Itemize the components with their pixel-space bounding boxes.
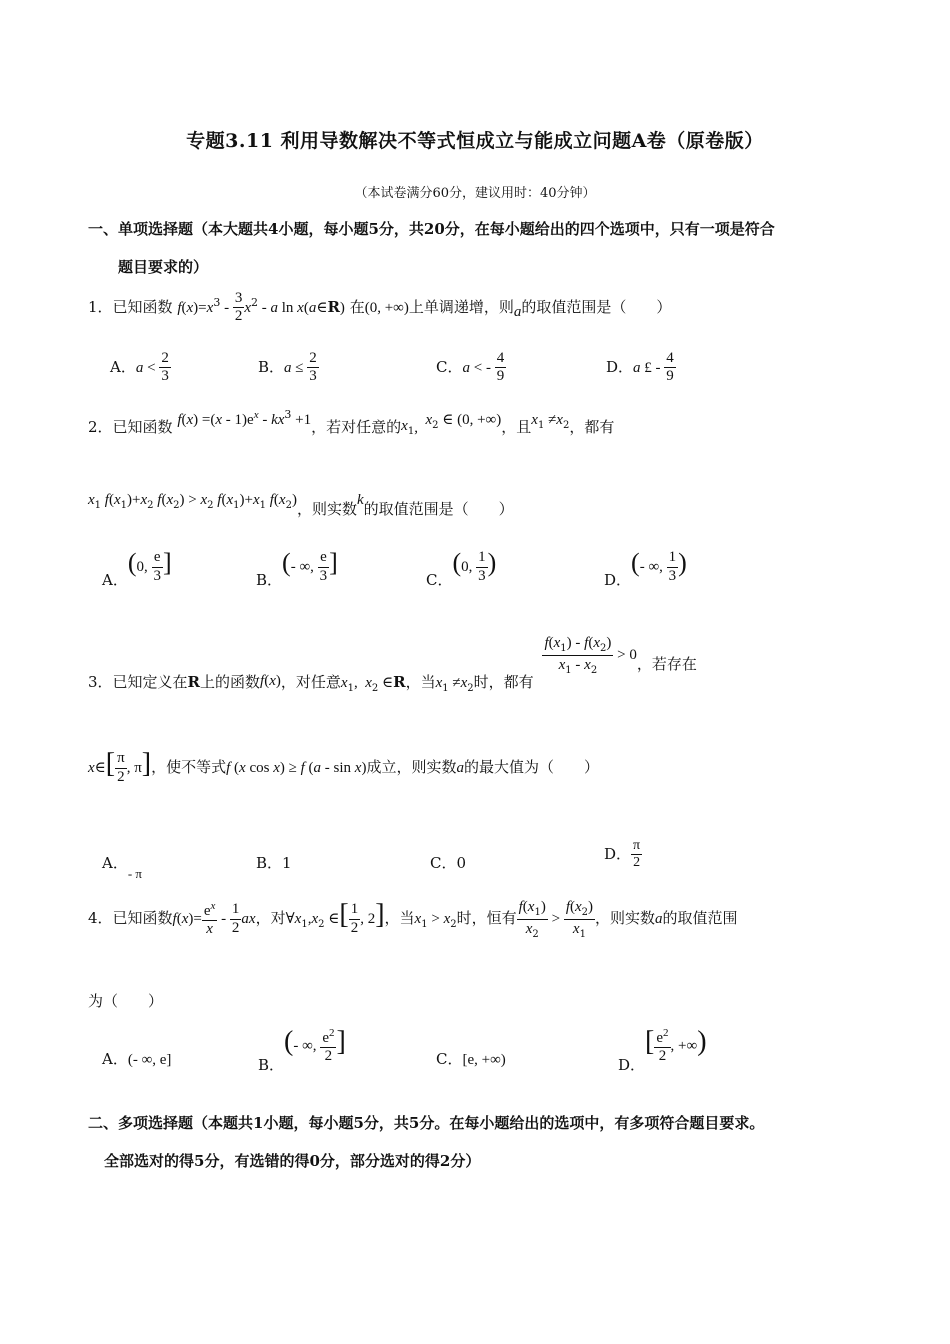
section-1-header-cont: 题目要求的） — [118, 258, 209, 276]
question-3: 3．已知定义在R上的函数f(x)，对任意$x_1$, $x_2$ ∈R，当$x_1 \ne x_2$时，都有 $\frac{f(x_1) - f(x_2)}{x_1 - x_2}$ > 0，若存在 — [88, 635, 697, 694]
q1-option-d[interactable]: D．a £ - $\frac{4}{9}$ — [606, 350, 674, 385]
q2-option-b[interactable]: B．(- ∞, $\frac{e}{3}$ ] — [256, 548, 338, 589]
q3-condition: x∈[ $\frac{\pi}{2}$ , π]，使不等式f (x cos x) ≥ f (a - sin x)成立，则实数a的最大值为（ ） — [88, 748, 599, 785]
exam-info: （本试卷满分60分，建议用时：40分钟） — [354, 186, 596, 201]
question-1: 1．已知函数 $f(x)=x^3$ - $\frac{3}{2}$ $x^2$ - a ln x(a∈R) 在(0, +∞)上单调递增，则a的取值范围是（ ） — [88, 290, 672, 325]
q2-option-a[interactable]: A．(0, $\frac{e}{3}$ ] — [102, 548, 172, 589]
question-2: 2．已知函数 $f(x) =(x - 1)e^x - kx^3 +1$，若对任意的$x_1$, $x_2$ ∈ (0, +∞)，且$x_1 \ne x_2$，都有 — [88, 408, 615, 437]
q1-interval: (0, +∞) — [364, 299, 409, 316]
q4-option-a[interactable]: A．(- ∞, e] — [102, 1050, 172, 1068]
q1-formula: $f(x)=x^3$ - $\frac{3}{2}$ $x^2$ - a ln x(a∈R) — [177, 290, 345, 325]
q1-option-c[interactable]: C．a < - $\frac{4}{9}$ — [436, 350, 505, 385]
question-4: 4．已知函数f(x)= $\frac{e^x}{x}$ - $\frac{1}{2}$ ax，对$\forall x_1,x_2$ ∈[ $\frac{1}{2}$ , 2]，当$x_1 > x_2$时，恒有 $\frac{f(x_1)}{x_2}$ > $\frac{f(x_2)}{x_1}$ ，则实数a的取值范围 — [88, 899, 738, 940]
q2-option-d[interactable]: D．(- ∞, $\frac{1}{3}$ ) — [604, 548, 687, 589]
q4-option-b[interactable]: B．(- ∞, $\frac{e^2}{2}$ ] — [258, 1026, 346, 1074]
q2-option-c[interactable]: C．(0, $\frac{1}{3}$ ) — [426, 548, 497, 589]
section-2-header: 二、多项选择题（本题共1小题，每小题5分，共5分。在每小题给出的选项中，有多项符合题目要求。 — [88, 1114, 765, 1132]
page-title: 专题3.11 利用导数解决不等式恒成立与能成立问题A卷（原卷版） — [186, 130, 764, 152]
q1-stem: 1．已知函数 — [88, 297, 173, 316]
q1-option-b[interactable]: B．a ≤ $\frac{2}{3}$ — [258, 350, 317, 385]
q3-option-d[interactable]: D． $\frac{\pi}{2}$ — [604, 838, 641, 871]
q3-option-a[interactable]: A．- π — [102, 854, 142, 881]
section-1-header: 一、单项选择题（本大题共4小题，每小题5分，共20分，在每小题给出的四个选项中，只有一项是符合 — [88, 220, 775, 238]
section-2-header-cont: 全部选对的得5分，有选错的得0分，部分选对的得2分） — [104, 1152, 481, 1170]
q4-stem-cont: 为（ ） — [88, 992, 164, 1010]
q4-option-d[interactable]: D．[ $\frac{e^2}{2}$ , +∞) — [618, 1026, 707, 1074]
q3-option-b[interactable]: B．1 — [256, 854, 292, 872]
q2-inequality: $x_1$ $f(x_1)+x_2$ $f(x_2) > x_2$ $f(x_1)+x_1$ $f(x_2)$，则实数k的取值范围是（ ） — [88, 492, 514, 518]
q4-option-c[interactable]: C．[e, +∞) — [436, 1050, 506, 1068]
q3-option-c[interactable]: C．0 — [430, 854, 467, 872]
q1-option-a[interactable]: A．a < $\frac{2}{3}$ — [110, 350, 169, 385]
